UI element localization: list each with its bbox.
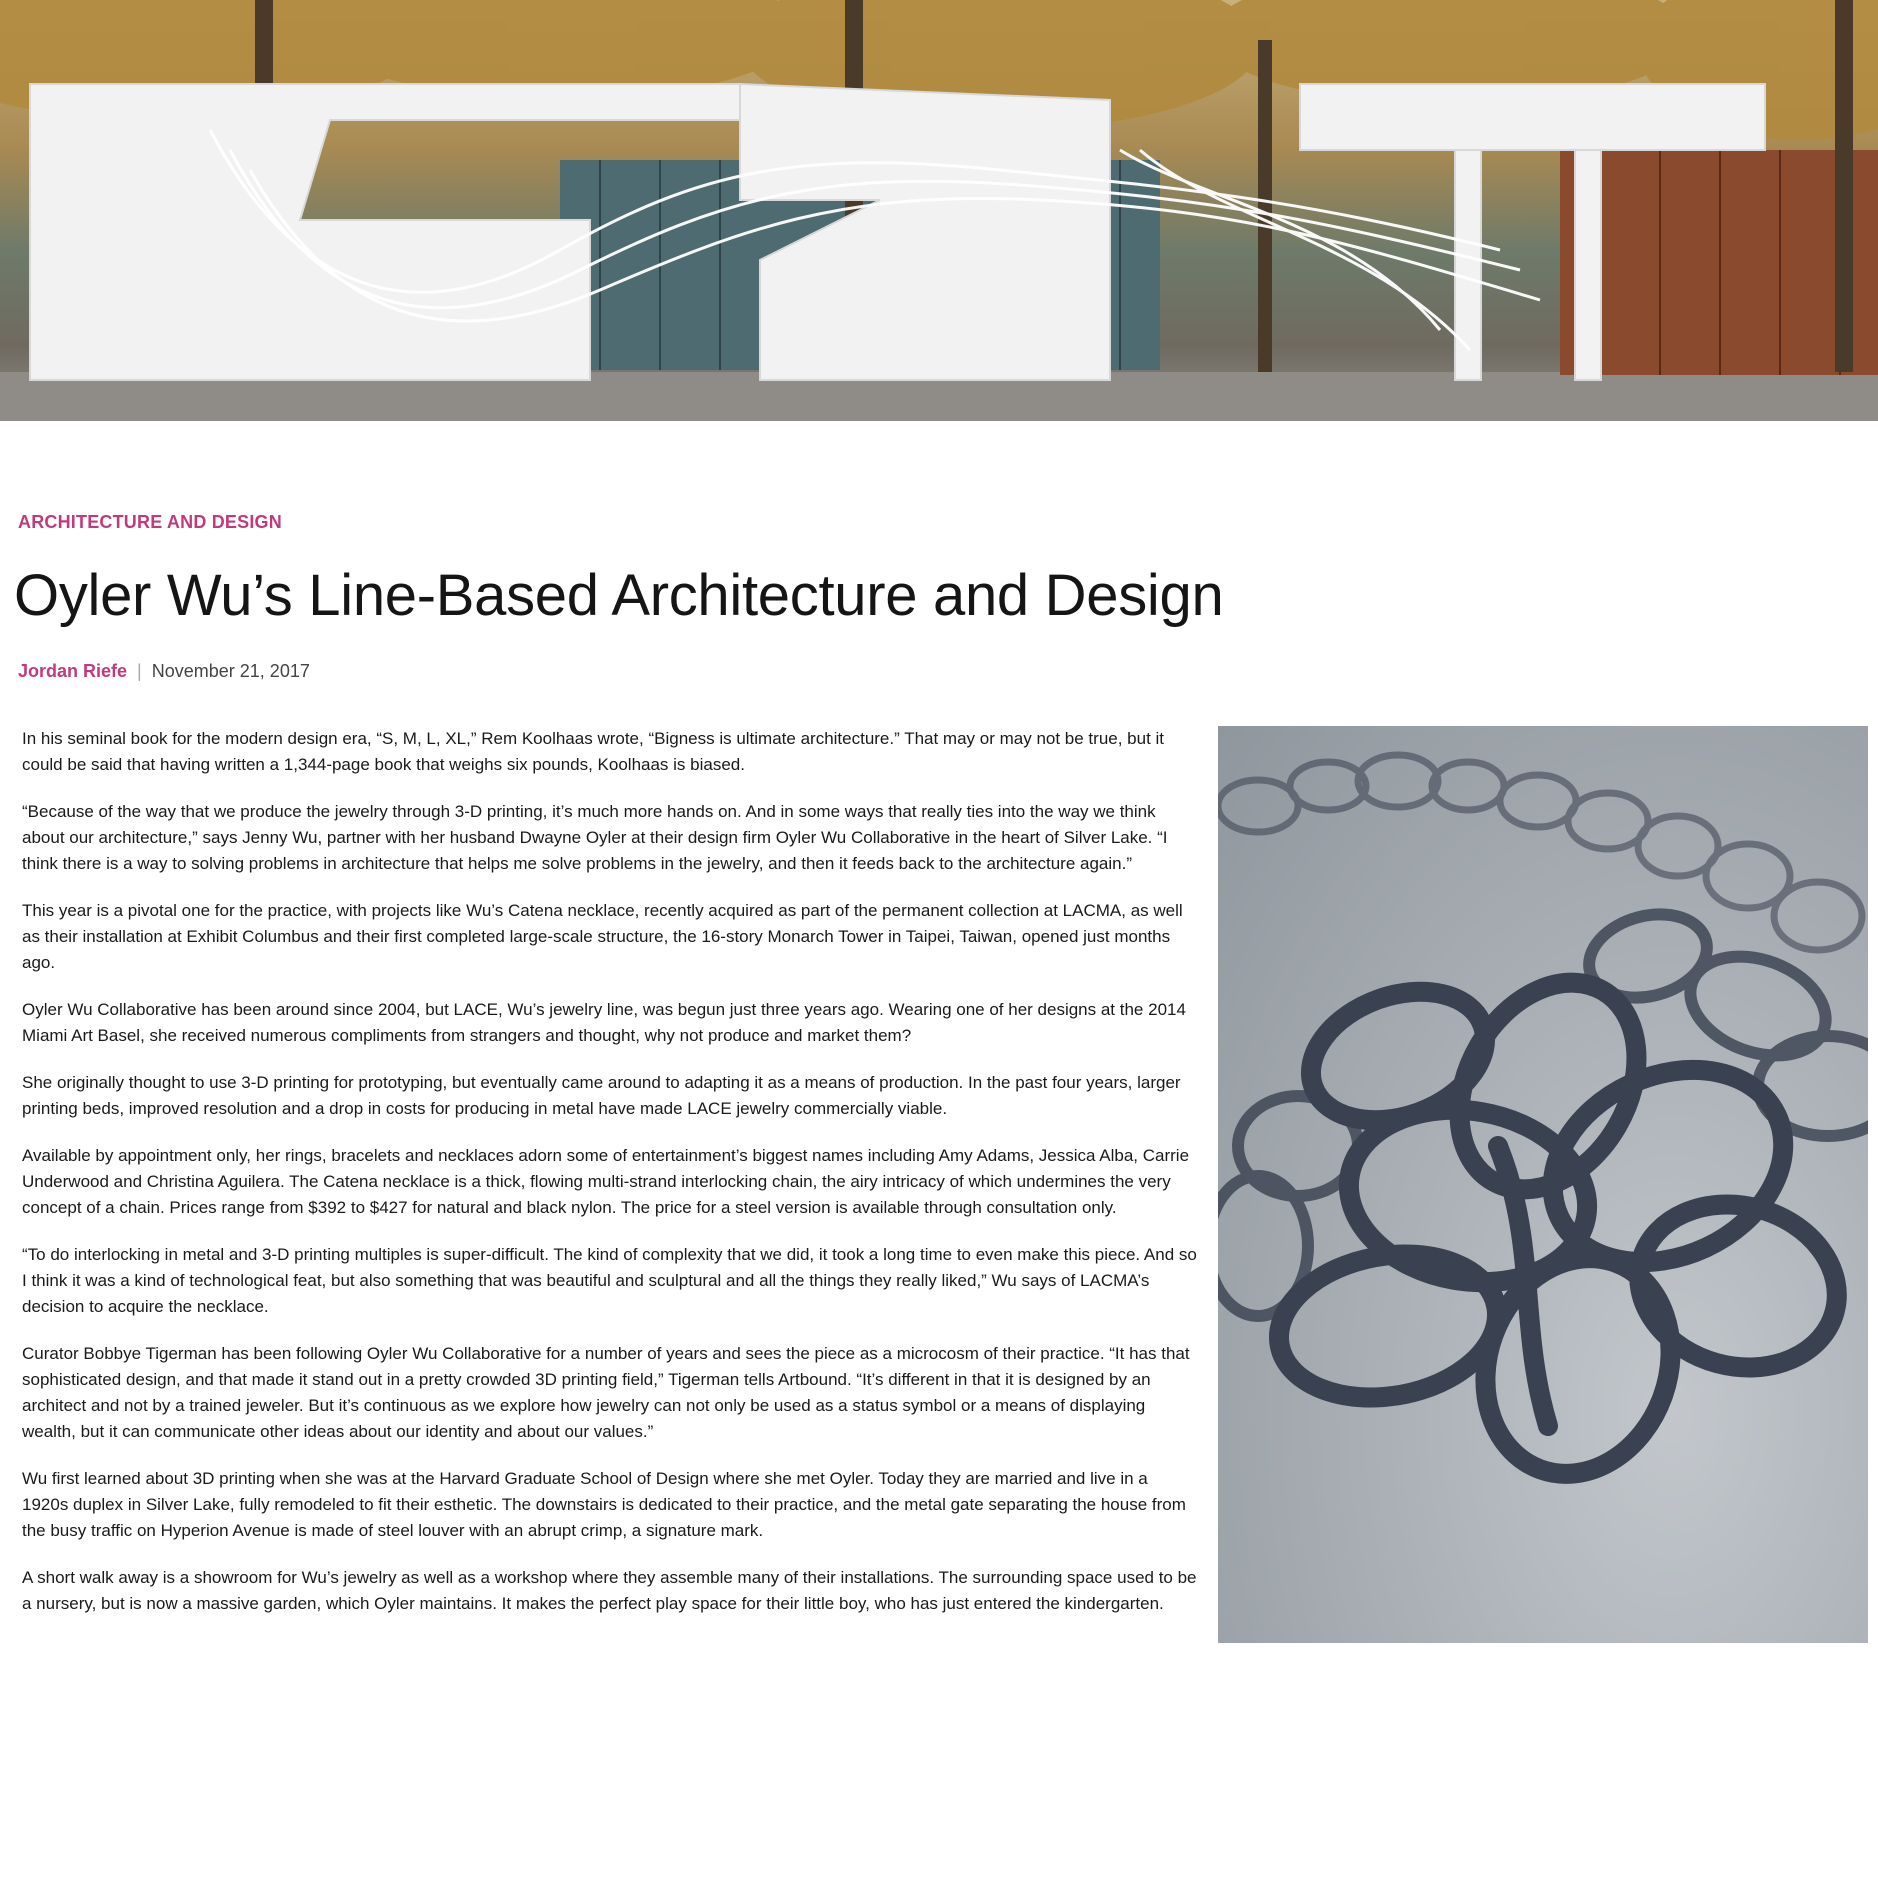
article-paragraph-8: Curator Bobbye Tigerman has been following Oyler Wu Collaborative for a number of years and sees the piece as a microcosm of their practice. “It has that sophisticated design, and that made it stand out in a pretty crowded 3D printing field,” Tigerman tells Artbound. “It’s different in that it is designed by an architect and not by a trained jeweler. But it’s continuous as we explore how jewelry can not only be used as a status symbol or a means of displaying wealth, but it can communicate other ideas about our identity and about our values.” (22, 1344, 1190, 1441)
article-paragraph-1: In his seminal book for the modern design era, “S, M, L, XL,” Rem Koolhaas wrote, “Bigness is ultimate architecture.” That may or may not be true, but it could be said that having written a 1,344-page book that weighs six pounds, Koolhaas is biased. (22, 729, 1165, 774)
article-paragraph-6: Available by appointment only, her rings, bracelets and necklaces adorn some of entertainment’s biggest names including Amy Adams, Jessica Alba, Carrie Underwood and Christina Aguilera. The Catena necklace is a thick, flowing multi-strand interlocking chain, the airy intricacy of which undermines the very concept of a chain. Prices range from $392 to $427 for natural and black nylon. The price for a steel version is available through consultation only. (22, 1146, 1190, 1217)
hero-image (0, 0, 1878, 421)
article-paragraph-3: This year is a pivotal one for the practice, with projects like Wu’s Catena necklace, recently acquired as part of the permanent collection at LACMA, as well as their installation at Exhibit Columbus and their first completed large-scale structure, the 16-story Monarch Tower in Taipei, Taiwan, opened just months ago. (22, 901, 1183, 972)
article-paragraph-5: She originally thought to use 3-D printing for prototyping, but eventually came around to adapting it as a means of production. In the past four years, larger printing beds, improved resolution and a drop in costs for producing in metal have made LACE jewelry commercially viable. (22, 1073, 1181, 1118)
byline-separator: | (137, 661, 142, 681)
publish-date: November 21, 2017 (151, 661, 310, 681)
article-paragraph-10: A short walk away is a showroom for Wu’s jewelry as well as a workshop where they assemble many of their installations. The surrounding space used to be a nursery, but is now a massive garden, which Oyler maintains. It makes the perfect play space for their little boy, who has just entered the kindergarten. (22, 1568, 1197, 1613)
necklace-image (1218, 726, 1868, 1643)
article-paragraph-7: “To do interlocking in metal and 3-D printing multiples is super-difficult. The kind of complexity that we did, it took a long time to even make this piece. And so I think it was a kind of technological feat, but also something that was beautiful and sculptural and all the things they really liked,” Wu says of LACMA’s decision to acquire the necklace. (22, 1245, 1197, 1316)
article-body (22, 726, 1198, 1638)
page-title: Oyler Wu’s Line-Based Architecture and Design (14, 563, 1224, 628)
author-link[interactable]: Jordan Riefe (18, 661, 128, 681)
category-label[interactable]: ARCHITECTURE AND DESIGN (18, 512, 282, 532)
byline (18, 661, 310, 682)
pavilion-photo-icon (0, 0, 1878, 421)
article-paragraph-9: Wu first learned about 3D printing when she was at the Harvard Graduate School of Design where she met Oyler. Today they are married and live in a 1920s duplex in Silver Lake, fully remodeled to fit their esthetic. The downstairs is dedicated to their practice, and the metal gate separating the house from the busy traffic on Hyperion Avenue is made of steel louver with an abrupt crimp, a signature mark. (22, 1469, 1186, 1540)
article-paragraph-2: “Because of the way that we produce the jewelry through 3-D printing, it’s much more hands on. And in some ways that really ties into the way we think about our architecture,” says Jenny Wu, partner with her husband Dwayne Oyler at their design firm Oyler Wu Collaborative in the heart of Silver Lake. “I think there is a way to solving problems in architecture that helps me solve problems in the jewelry, and then it feeds back to the architecture again.” (22, 802, 1168, 873)
necklace-photo-icon (1218, 726, 1868, 1643)
article-paragraph-4: Oyler Wu Collaborative has been around since 2004, but LACE, Wu’s jewelry line, was begun just three years ago. Wearing one of her designs at the 2014 Miami Art Basel, she received numerous compliments from strangers and thought, why not produce and market them? (22, 1000, 1186, 1045)
